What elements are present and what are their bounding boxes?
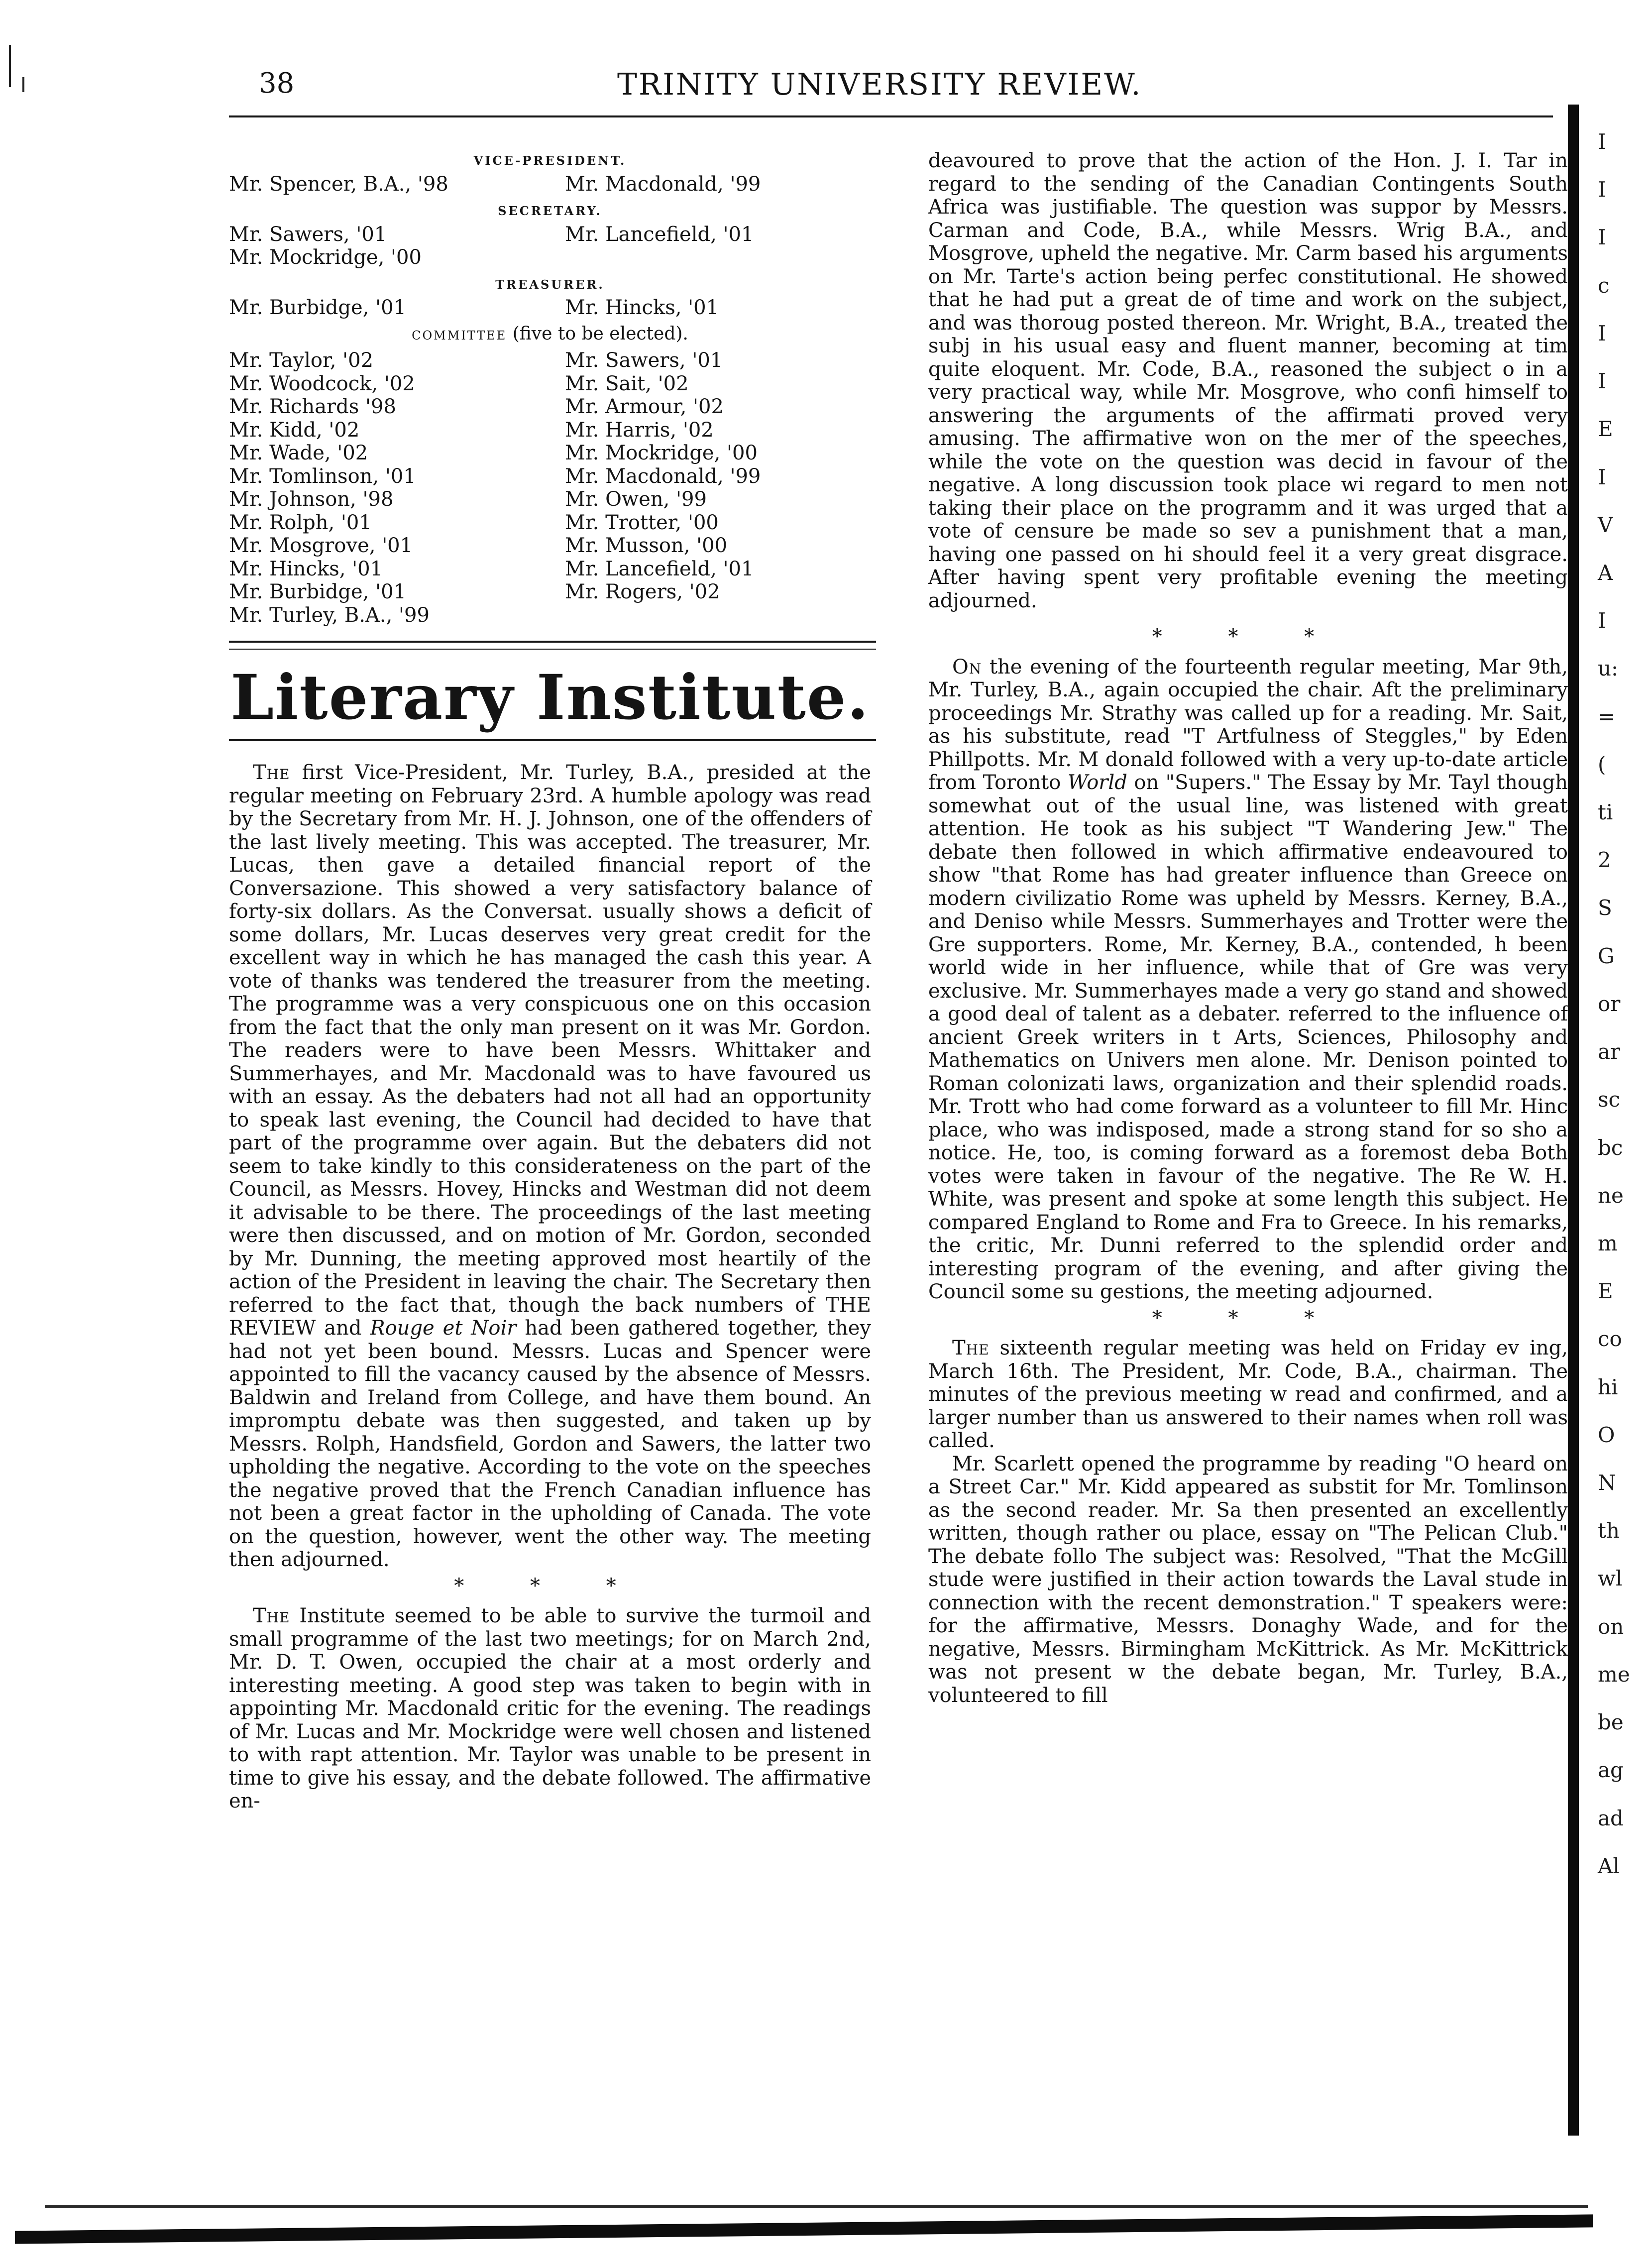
margin-fragment: V (1598, 512, 1613, 537)
scan-mark (9, 45, 11, 87)
margin-fragment: I (1598, 129, 1606, 154)
right-column (928, 149, 1568, 1707)
committee-member: Mr. Harris, '02 (565, 418, 714, 442)
article-paragraph (229, 1604, 871, 1813)
committee-heading (229, 323, 871, 347)
committee-member: Mr. Woodcock, '02 (229, 372, 415, 395)
margin-fragment: I (1598, 369, 1606, 394)
margin-fragment: O (1598, 1422, 1615, 1447)
margin-fragment: S (1598, 896, 1612, 920)
left-column (229, 149, 871, 1813)
paragraph-lead: The (253, 1604, 290, 1627)
margin-fragment: N (1598, 1471, 1616, 1495)
paragraph-lead: The (952, 1337, 990, 1359)
scan-band (15, 2214, 1593, 2244)
article-paragraph (928, 656, 1568, 1304)
section-stars: * * * (454, 1574, 646, 1597)
margin-fragment: I (1598, 608, 1606, 633)
margin-fragment: th (1598, 1518, 1620, 1543)
margin-fragment: co (1598, 1327, 1622, 1352)
officer-name: Mr. Sawers, '01 (229, 223, 387, 246)
margin-fragment: Al (1598, 1853, 1620, 1878)
paragraph-text: first Vice-President, Mr. Turley, B.A., presided at the regular meeting on February 23rd. A humble apology was read by the Secretary from Mr. H. J. Johnson, one of the offenders of the last lively meeting. This was accepted. The treasurer, Mr. Lucas, then gave a detailed financial report of the Conversazione. This showed a very satisfactory balance of forty-six dollars. As the Conversat. usually shows a deficit of some dollars, Mr. Lucas deserves very great credit for the excellent way in which he has managed the cash this year. A vote of thanks was tendered the treasurer from the meeting. The programme was a very conspicuous one on this occasion from the fact that the only man present on it was Mr. Gordon. The readers were to have been Messrs. Whittaker and Summerhayes, and Mr. Macdonald was to have favoured us with an essay. As the debaters had not all had an opportunity to speak last evening, the Council had decided to have that part of the programme over again. But the debaters did not seem to take kindly to this considerateness on the part of the Council, as Messrs. Hovey, Hincks and Westman did not deem it advisable to be there. The proceedings of the last meeting were then discussed, and on motion of Mr. Gordon, seconded by Mr. Dunning, the meeting approved most heartily of the action of the President in leaving the chair. The Secretary then referred to the fact that, though the back numbers of THE REVIEW and Rouge et Noir had been gathered together, they had not yet been bound. Messrs. Lucas and Spencer were appointed to fill the vacancy caused by the absence of Messrs. Baldwin and Ireland from College, and have them bound. An impromptu debate was then suggested, and taken up by Messrs. Rolph, Handsfield, Gordon and Sawers, the latter two upholding the negative. According to the vote on the speeches the negative proved that the French Canadian influence has not been a great factor in the upholding of Canada. The vote on the question, however, went the other way. The meeting then adjourned. (229, 761, 871, 1571)
margin-fragment: ar (1598, 1039, 1621, 1064)
committee-member: Mr. Turley, B.A., '99 (229, 603, 430, 627)
officer-name: Mr. Hincks, '01 (565, 296, 719, 319)
margin-fragment: 2 (1598, 848, 1611, 873)
margin-fragment: I (1598, 177, 1606, 202)
scan-mark (22, 77, 24, 92)
officer-name: Mr. Macdonald, '99 (565, 172, 761, 196)
officer-name: Mr. Mockridge, '00 (229, 246, 422, 269)
committee-member: Mr. Richards '98 (229, 395, 396, 418)
section-stars: * * * (1152, 1306, 1344, 1330)
page-header (259, 67, 1578, 107)
committee-member: Mr. Taylor, '02 (229, 349, 374, 372)
committee-member: Mr. Armour, '02 (565, 395, 724, 418)
paragraph-text: Mr. Scarlett opened the programme by reading "O heard on a Street Car." Mr. Kidd appeared as substit for Mr. Tomlinson as the second reader. Mr. Sa then presented an excellently written, though rather ou place, essay on "The Pelican Club." The debate follo The subject was: Resolved, "That the McGill stude were justified in their action towards the Laval stude in connection with the recent demonstration." T speakers were: for the affirmative, Messrs. Donaghy Wade, and for the negative, Messrs. Birmingham McKittrick. As Mr. McKittrick was not present w the debate began, Mr. Turley, B.A., volunteered to fill (928, 1452, 1568, 1707)
officers-list (229, 149, 871, 627)
margin-fragment: I (1598, 225, 1606, 250)
margin-fragment: E (1598, 1279, 1613, 1304)
page-edge-shadow (1568, 105, 1579, 2136)
office-row (229, 296, 871, 320)
committee-member: Mr. Owen, '99 (565, 488, 707, 511)
office-heading: VICE-PRESIDENT. (473, 153, 627, 168)
committee-member: Mr. Rolph, '01 (229, 511, 372, 534)
committee-grid (229, 349, 871, 627)
paragraph-text: the evening of the fourteenth regular meeting, Mar 9th, Mr. Turley, B.A., again occupied the chair. Aft the preliminary proceedings Mr. Strathy was called up for a reading. Mr. Sait, as his substitute, read "T Artfulness of Steggles," by Eden Phillpotts. Mr. M donald followed with a very up-to-date article from Toronto World on "Supers." The Essay by Mr. Tayl though somewhat out of the usual line, was listened with great attention. He took as his subject "T Wandering Jew." The debate then followed in which affirmative endeavoured to show "that Rome has had greater influence than Greece on modern civilizatio Rome was upheld by Messrs. Kerney, B.A., and Deniso while Messrs. Summerhayes and Trotter were the Gre supporters. Rome, Mr. Kerney, B.A., contended, h been world wide in her influence, while that of Gre was very exclusive. Mr. Summerhayes made a very go stand and showed a good deal of talent as a debater. referred to the influence of ancient Greek writers in t Arts, Sciences, Philosophy and Mathematics on Univers men alone. Mr. Denison pointed to Roman colonizati laws, organization and their splendid roads. Mr. Trott who had come forward as a volunteer to fill Mr. Hinc place, who was indisposed, made a strong stand for so sho a notice. He, too, is coming forward as a foremost deba Both votes were taken in favour of the negative. The Re W. H. White, was present and spoke at some length this subject. He compared England to Rome and Fra to Greece. In his remarks, the critic, Mr. Dunni referred to the splendid order and interesting program of the evening, and after giving the Council some su gestions, the meeting adjourned. (928, 655, 1568, 1303)
margin-fragment: ne (1598, 1183, 1624, 1208)
article-paragraph (928, 1337, 1568, 1453)
committee-member: Mr. Kidd, '02 (229, 418, 360, 442)
committee-member: Mr. Rogers, '02 (565, 580, 720, 603)
officer-name: Mr. Spencer, B.A., '98 (229, 172, 448, 196)
committee-heading-note: (five to be elected). (512, 323, 688, 344)
margin-fragment: ti (1598, 800, 1613, 825)
margin-fragment: be (1598, 1710, 1624, 1735)
margin-fragment: I (1598, 464, 1606, 489)
committee-member: Mr. Musson, '00 (565, 534, 728, 557)
margin-fragment: sc (1598, 1087, 1621, 1112)
running-title: TRINITY UNIVERSITY REVIEW. (617, 67, 1142, 102)
margin-fragment: on (1598, 1614, 1624, 1639)
committee-member: Mr. Trotter, '00 (565, 511, 719, 534)
header-rule (229, 115, 1553, 117)
margin-fragment: G (1598, 943, 1615, 968)
committee-right (565, 349, 871, 627)
office-heading: TREASURER. (495, 277, 605, 292)
margin-fragment: m (1598, 1231, 1618, 1255)
margin-fragment: A (1598, 560, 1613, 585)
office-heading: SECRETARY. (498, 204, 602, 218)
margin-fragment: bc (1598, 1135, 1623, 1160)
committee-member: Mr. Macdonald, '99 (565, 464, 761, 488)
section-divider (229, 641, 876, 650)
paragraph-lead: The (253, 761, 290, 784)
article-paragraph (928, 1453, 1568, 1707)
office-row (229, 223, 871, 246)
margin-fragment: u: (1598, 656, 1619, 681)
committee-member: Mr. Burbidge, '01 (229, 580, 406, 603)
committee-member: Mr. Tomlinson, '01 (229, 464, 416, 488)
page-number: 38 (259, 67, 295, 100)
article-paragraph (928, 149, 1568, 612)
officer-name: Mr. Burbidge, '01 (229, 296, 406, 319)
margin-fragment: hi (1598, 1374, 1618, 1399)
paragraph-text: sixteenth regular meeting was held on Friday ev ing, March 16th. The President, Mr. Code, B.A., chairman. The minutes of the previous meeting w read and confirmed, and a larger number than us answered to their names when roll was called. (928, 1337, 1568, 1452)
margin-fragment: E (1598, 417, 1613, 442)
committee-member: Mr. Johnson, '98 (229, 488, 394, 511)
margin-fragment: ad (1598, 1806, 1624, 1830)
paragraph-text: deavoured to prove that the action of the Hon. J. I. Tar in regard to the sending of the Canadian Contingents South Africa was justifiable. The question was suppor by Messrs. Carman and Code, B.A., while Messrs. Wrig B.A., and Mosgrove, upheld the negative. Mr. Carm based his arguments on Mr. Tarte's action being perfec constitutional. He showed that he had put a great de of time and work on the subject, and was thoroug posted thereon. Mr. Wright, B.A., treated the subj in his usual easy and fluent manner, becoming at tim quite eloquent. Mr. Code, B.A., reasoned the subject o in a very practical way, while Mr. Mosgrove, who confi himself to answering the arguments of the affirmati proved very amusing. The affirmative won on the mer of the speeches, while the vote on the question was decid in favour of the negative. A long discussion took place wi regard to men not taking their place on the programm and it was urged that a vote of censure be made so sev a punishment that a man, having one passed on hi should feel it a very great disgrace. After having spent very profitable evening the meeting adjourned. (928, 149, 1568, 612)
title-rule (229, 739, 876, 741)
officer-name: Mr. Lancefield, '01 (565, 223, 754, 246)
committee-heading-label: COMMITTEE (412, 328, 507, 342)
committee-member: Mr. Mockridge, '00 (565, 442, 758, 464)
committee-left (229, 349, 565, 627)
paragraph-text: Institute seemed to be able to survive the turmoil and small programme of the last two meetings; for on March 2nd, Mr. D. T. Owen, occupied the chair at a most orderly and interesting meeting. A good step was taken to begin with in appointing Mr. Macdonald critic for the evening. The readings of Mr. Lucas and Mr. Mockridge were well chosen and listened to with rapt attention. Mr. Taylor was unable to be present in time to give his essay, and the debate followed. The affirmative en- (229, 1604, 871, 1812)
office-row (229, 173, 871, 196)
section-title: Literary Institute. (230, 662, 870, 734)
margin-fragment: wl (1598, 1566, 1623, 1591)
committee-member: Mr. Lancefield, '01 (565, 557, 754, 580)
margin-fragment: I (1598, 321, 1606, 345)
paragraph-lead: On (952, 655, 982, 679)
committee-member: Mr. Sawers, '01 (565, 349, 723, 372)
committee-member: Mr. Mosgrove, '01 (229, 534, 413, 557)
section-stars: * * * (1152, 625, 1344, 648)
margin-fragment: = (1598, 704, 1616, 729)
committee-member: Mr. Wade, '02 (229, 442, 368, 464)
margin-fragment: or (1598, 991, 1621, 1016)
margin-fragment: c (1598, 273, 1610, 298)
margin-fragment: ag (1598, 1758, 1624, 1783)
article-paragraph (229, 761, 871, 1572)
committee-member: Mr. Sait, '02 (565, 372, 689, 395)
margin-fragment: ( (1598, 752, 1606, 777)
margin-fragment: me (1598, 1662, 1630, 1687)
office-row (229, 246, 871, 269)
scan-bottom-edge (15, 2195, 1593, 2255)
scan-line (45, 2205, 1588, 2208)
committee-member: Mr. Hincks, '01 (229, 557, 383, 580)
